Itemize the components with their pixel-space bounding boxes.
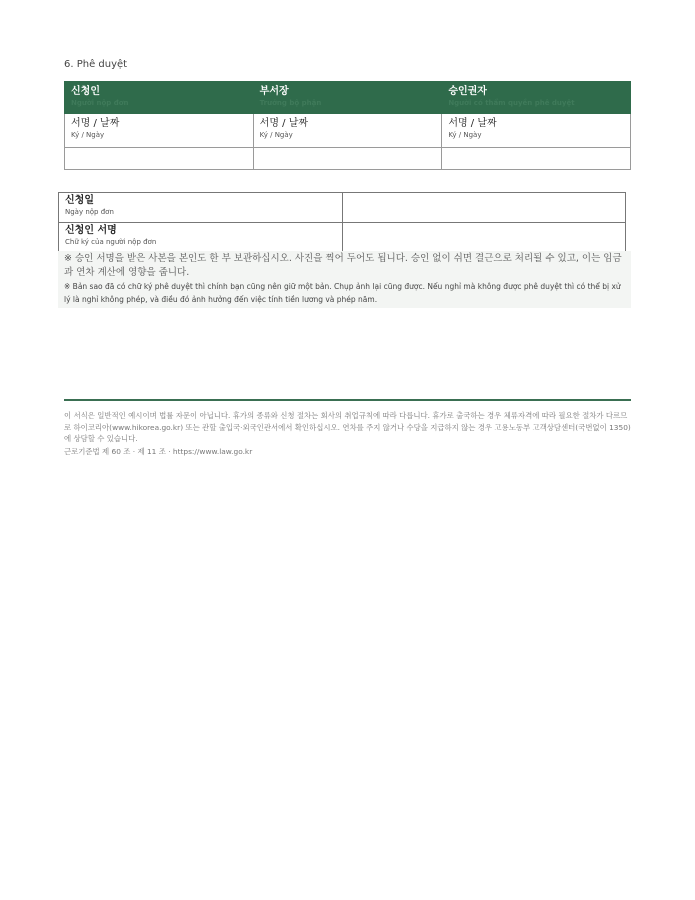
approval-blank-manager[interactable]	[253, 148, 442, 170]
approval-header-approver-vi: Người có thẩm quyền phê duyệt	[448, 99, 575, 107]
application-signature-label-ko: 신청인 서명	[65, 225, 117, 236]
application-signature-field[interactable]	[343, 223, 626, 253]
application-signature-row	[59, 223, 626, 253]
approval-table	[64, 81, 631, 170]
approval-sign-row	[65, 114, 631, 148]
approval-sign-approver[interactable]	[442, 114, 631, 148]
sign-label-ko: 서명 / 날짜	[259, 118, 309, 129]
footer-source: 근로기준법 제 60 조 · 제 11 조 · https://www.law.go.kr	[64, 446, 253, 456]
application-table	[58, 192, 626, 253]
application-date-field[interactable]	[343, 193, 626, 223]
sign-label-vi: Ký / Ngày	[259, 131, 293, 139]
application-signature-label	[59, 223, 343, 253]
section-title: 6. Phê duyệt	[64, 59, 128, 70]
sign-label-ko: 서명 / 날짜	[448, 118, 497, 129]
footer-divider	[64, 399, 631, 401]
notice-text-vi: ※ Bản sao đã có chữ ký phê duyệt thì chính bạn cũng nên giữ một bản. Chụp ảnh lại cũng được. Nếu nghỉ mà không được phê duyệt thì có thể bị xử lý là nghỉ không phép, và điều đó ảnh hưởng đến việc tính tiền lương và phép năm.	[64, 282, 621, 304]
approval-header-applicant-ko: 신청인	[71, 86, 100, 97]
sign-label-vi: Ký / Ngày	[71, 131, 105, 139]
approval-blank-row	[65, 148, 631, 170]
approval-header-manager	[253, 82, 442, 114]
approval-header-applicant	[65, 82, 254, 114]
approval-header-manager-vi: Trưởng bộ phận	[259, 99, 322, 107]
approval-header-applicant-vi: Người nộp đơn	[71, 99, 129, 107]
application-date-label	[59, 193, 343, 223]
application-signature-label-vi: Chữ ký của người nộp đơn	[65, 238, 157, 246]
approval-header-row	[65, 82, 631, 114]
application-date-label-vi: Ngày nộp đơn	[65, 208, 114, 216]
approval-header-approver-ko: 승인권자	[448, 86, 487, 97]
sign-label-vi: Ký / Ngày	[448, 131, 482, 139]
application-date-label-ko: 신청일	[65, 195, 94, 206]
approval-sign-manager[interactable]	[253, 114, 442, 148]
application-date-row	[59, 193, 626, 223]
approval-header-manager-ko: 부서장	[259, 86, 289, 97]
approval-header-approver	[442, 82, 631, 114]
footer-disclaimer: 이 서식은 일반적인 예시이며 법률 자문이 아닙니다. 휴가의 종류와 신청 절차는 회사의 취업규칙에 따라 다릅니다. 휴가로 출국하는 경우 체류자격에 따라 필요한 절차가 다르므로 하이코리아(www.hikorea.go.kr) 또는 관할 출입국·외국인관서에서 확인하십시오. 연차를 주지 않거나 수당을 지급하지 않는 경우 고용노동부 고객상담센터(국번없이 1350)에 상담할 수 있습니다.	[64, 411, 631, 443]
sign-label-ko: 서명 / 날짜	[71, 118, 120, 129]
footer	[64, 410, 631, 457]
notice-box	[58, 251, 631, 308]
approval-blank-applicant[interactable]	[65, 148, 254, 170]
approval-sign-applicant[interactable]	[65, 114, 254, 148]
notice-text-ko: ※ 승인 서명을 받은 사본을 본인도 한 부 보관하십시오. 사진을 찍어 두어도 됩니다. 승인 없이 쉬면 결근으로 처리될 수 있고, 이는 임금과 연차 계산에 영향을 줍니다.	[64, 253, 622, 278]
approval-blank-approver[interactable]	[442, 148, 631, 170]
